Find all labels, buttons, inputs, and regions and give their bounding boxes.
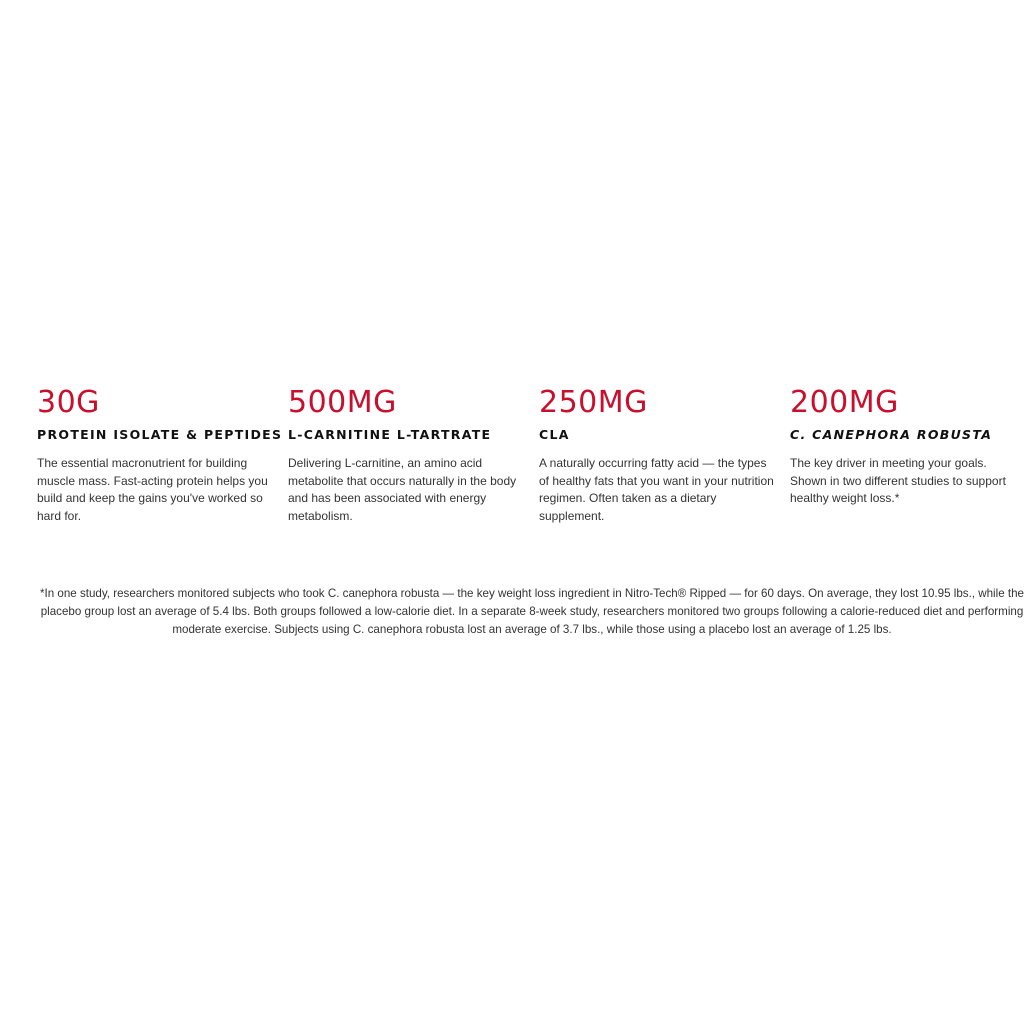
feature-l-carnitine: [288, 384, 528, 525]
feature-description: The key driver in meeting your goals. Shown in two different studies to support healthy weight loss.*: [790, 456, 1006, 505]
feature-description: Delivering L-carnitine, an amino acid metabolite that occurs naturally in the body and has been associated with energy metabolism.: [288, 456, 517, 523]
feature-amount: 30G: [37, 385, 100, 420]
feature-title: L-CARNITINE L-TARTRATE: [288, 427, 492, 442]
feature-title: PROTEIN ISOLATE & PEPTIDES: [37, 427, 283, 442]
feature-amount: 500MG: [288, 385, 397, 420]
feature-protein: [37, 384, 283, 525]
feature-description: A naturally occurring fatty acid — the types of healthy fats that you want in your nutrition regimen. Often taken as a dietary supplement.: [539, 456, 774, 523]
feature-title: CLA: [539, 427, 570, 442]
feature-amount: 250MG: [539, 385, 648, 420]
study-footnote: *In one study, researchers monitored subjects who took C. canephora robusta — the key weight loss ingredient in Nitro-Tech® Ripped — for 60 days. On average, they lost 10.95 lbs., while the placebo group lost an average of 5.4 lbs. Both groups followed a low-calorie diet. In a separate 8-week study, researchers monitored two groups following a calorie-reduced diet and performing moderate exercise. Subjects using C. canephora robusta lost an average of 3.7 lbs., while those using a placebo lost an average of 1.25 lbs.: [39, 586, 1024, 636]
ingredient-features: [0, 384, 1024, 534]
feature-amount: 200MG: [790, 385, 899, 420]
feature-cla: [539, 384, 779, 525]
feature-canephora-robusta: [790, 384, 1022, 508]
feature-title: C. CANEPHORA ROBUSTA: [790, 427, 993, 442]
feature-description: The essential macronutrient for building muscle mass. Fast-acting protein helps you build and keep the gains you've worked so hard for.: [37, 456, 268, 523]
